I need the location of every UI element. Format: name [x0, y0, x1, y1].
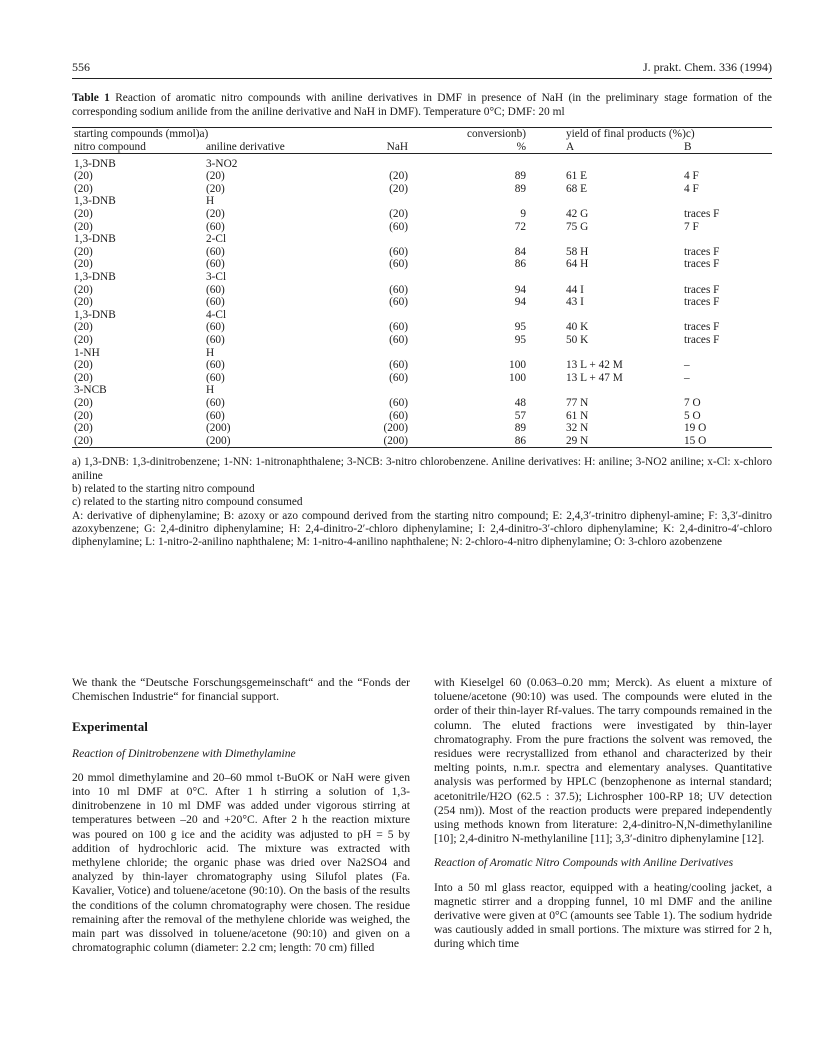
cell-aniline-derivative: (60): [206, 409, 225, 422]
cell-aniline-derivative: 3-Cl: [206, 271, 227, 284]
table-caption-text: Reaction of aromatic nitro compounds with aniline derivatives in DMF in presence of NaH (in the preliminary stage formation of the corresponding sodium anilide from the aniline derivative and NaH in DMF). Temperature 0°C; DMF: 20 ml: [72, 92, 772, 118]
table-row: [72, 183, 772, 196]
cell-yield-a: 13 L + 42 M: [566, 359, 623, 372]
cell-yield-b: 4 F: [684, 170, 699, 183]
header-rule: [72, 78, 772, 79]
table-row: [72, 422, 772, 435]
cell-nah: (200): [383, 422, 408, 435]
cell-nah: (60): [389, 321, 408, 334]
table-row: [72, 258, 772, 271]
cell-aniline-derivative: (20): [206, 182, 225, 195]
cell-yield-b: [656, 384, 772, 397]
cell-aniline-derivative: (20): [206, 170, 225, 183]
cell-yield-a: 64 H: [566, 258, 589, 271]
table-row: [72, 158, 772, 171]
cell-yield-b: [656, 233, 772, 246]
cell-nitro-compound: 1-NH: [74, 346, 100, 359]
cell-yield-b: traces F: [684, 283, 720, 296]
running-header: [72, 60, 772, 76]
cell-yield-a: [546, 233, 656, 246]
cell-yield-a: [546, 384, 656, 397]
cell-yield-b: traces F: [684, 334, 720, 346]
cell-conversion: [436, 347, 546, 360]
cell-conversion: [436, 158, 546, 171]
paragraph-dinitrobenzene: 20 mmol dimethylamine and 20–60 mmol t-BuOK or NaH were given into 10 ml DMF at 0°C. After 1 h stirring a solution of 1,3-dinitrobenzene in 10 ml DMF was added under vigorous stirring at temperatures between –20 and +20°C. After 2 h the reaction mixture was poured on 100 g ice and the acidity was adjusted to pH = 5 by addition of hydrochloric acid. The mixture was extracted with methylene chloride; the organic phase was dried over Na2SO4 and analyzed by thin-layer chromatography using Silufol plates (Fa. Kavalier, Votice) and toluene/acetone (90:10). On the basis of the results the conditions of the column chromatography were chosen. The residue remaining after the removal of the methylene chloride was weighed, the main part was dissolved in toluene/acetone (90:10) and given on a chromatographic column (diameter: 2.2 cm; length: 70 cm) filled: [72, 770, 410, 955]
cell-yield-b: 7 F: [684, 220, 699, 233]
cell-yield-a: 61 N: [566, 409, 589, 422]
cell-nah: (60): [389, 296, 408, 309]
cell-aniline-derivative: (20): [206, 208, 225, 221]
cell-nitro-compound: (20): [74, 396, 93, 409]
cell-nitro-compound: (20): [74, 296, 93, 309]
compound-legend: A: derivative of diphenylamine; B: azoxy or azo compound derived from the starting nitro compound; E: 2,4,3′-trinitro diphenyl-amine; F: 3,3′-dinitro azoxybenzene; G: 2,4-dinitro diphenylamine; H: 2,4-dinitro-2′-chloro diphenylamine; I: 2,4-dinitro-3′-chloro diphenylamine; K: 2,4-dinitro-4′-chloro diphenylamine; L: 1-nitro-2-anilino naphthalene; M: 1-nitro-4-anilino naphthalene; N: 2-chloro-4-nitro diphenylamine; O: 3-chloro azobenzene: [72, 509, 772, 549]
cell-yield-b: 7 O: [684, 396, 701, 409]
cell-nitro-compound: (20): [74, 170, 93, 183]
cell-yield-a: [546, 271, 656, 284]
table-row: [72, 271, 772, 284]
table-header-row: [72, 141, 772, 154]
cell-nitro-compound: 1,3-DNB: [74, 233, 116, 246]
results-table: [72, 127, 772, 448]
cell-aniline-derivative: H: [206, 384, 215, 397]
cell-conversion: 57: [514, 409, 526, 422]
page: [72, 60, 772, 549]
cell-nah: (60): [389, 245, 408, 258]
cell-yield-a: 58 H: [566, 245, 589, 258]
cell-conversion: [436, 195, 546, 208]
cell-nah: (60): [389, 371, 408, 384]
page-number: 556: [72, 60, 90, 74]
cell-nah: (60): [389, 334, 408, 346]
cell-nah: (20): [389, 208, 408, 221]
paragraph-chromatography: with Kieselgel 60 (0.063–0.20 mm; Merck). As eluent a mixture of toluene/acetone (90:10) was used. The compounds were eluted in the order of their thin-layer Rf-values. The tarry compounds remained in the column. The eluted fractions were investigated by thin-layer chromatography. From the pure fractions the solvent was removed, the residues were recrystallized from ethanol and characterized by their melting points, n.m.r. spectra and elementary analyses. Quantitative analysis was performed by HPLC (benzophenone as internal standard; acetonitrile/H2O (62.5 : 37.5); Lichrospher 100-RP 18; UV detection (254 nm)). Most of the reaction products were prepared independently using methods known from literature: 2,4-dinitro-N,N-dimethylaniline [10]; 2,4-dinitro N-methylaniline [11]; 3,3′-dinitro diphenylamine [12].: [434, 676, 772, 846]
cell-conversion: 72: [514, 220, 526, 233]
cell-yield-a: 77 N: [566, 396, 589, 409]
cell-conversion: 89: [514, 182, 526, 195]
cell-conversion: 95: [514, 321, 526, 334]
cell-aniline-derivative: 2-Cl: [206, 233, 227, 246]
cell-aniline-derivative: (60): [206, 359, 225, 372]
cell-yield-a: 68 E: [566, 182, 588, 195]
cell-conversion: 86: [436, 435, 546, 448]
table-label: Table 1: [72, 92, 110, 104]
table-row: [72, 334, 772, 347]
journal-citation: J. prakt. Chem. 336 (1994): [643, 60, 772, 74]
table-row: [72, 435, 772, 448]
cell-nah: [336, 384, 436, 397]
cell-nitro-compound: (20): [74, 371, 93, 384]
cell-nitro-compound: (20): [74, 258, 93, 271]
header-nitro-compound: nitro compound: [72, 141, 206, 154]
cell-yield-b: –: [684, 371, 690, 384]
cell-yield-a: 32 N: [566, 422, 589, 435]
cell-yield-a: 29 N: [546, 435, 656, 448]
table-row: [72, 372, 772, 385]
cell-yield-a: 50 K: [566, 334, 589, 346]
cell-nah: [336, 271, 436, 284]
cell-conversion: 95: [514, 334, 526, 346]
cell-yield-a: 42 G: [566, 208, 589, 221]
cell-yield-a: 13 L + 47 M: [566, 371, 623, 384]
cell-nitro-compound: 1,3-DNB: [74, 157, 116, 170]
table-footnotes: [72, 456, 772, 549]
cell-conversion: 86: [514, 258, 526, 271]
cell-nah: [336, 347, 436, 360]
cell-aniline-derivative: H: [206, 346, 215, 359]
header-conversion: conversionb): [436, 128, 546, 141]
header-nah: NaH: [336, 141, 436, 154]
cell-aniline-derivative: (60): [206, 334, 225, 346]
cell-nitro-compound: 1,3-DNB: [74, 308, 116, 321]
cell-yield-b: traces F: [684, 258, 720, 271]
cell-nitro-compound: (20): [74, 334, 93, 346]
table-row: [72, 208, 772, 221]
cell-yield-b: 19 O: [684, 422, 707, 435]
header-percent: %: [436, 141, 546, 154]
table-row: [72, 321, 772, 334]
cell-aniline-derivative: (60): [206, 371, 225, 384]
table-row: [72, 359, 772, 372]
cell-conversion: [436, 384, 546, 397]
subsection-heading-dinitrobenzene: Reaction of Dinitrobenzene with Dimethylamine: [72, 746, 296, 760]
cell-nah: [336, 158, 436, 171]
cell-nitro-compound: (20): [74, 283, 93, 296]
table-row: [72, 221, 772, 234]
header-yield-b: B: [656, 141, 772, 154]
cell-conversion: 48: [514, 396, 526, 409]
cell-aniline-derivative: (60): [206, 296, 225, 309]
footnote-b: b) related to the starting nitro compound: [72, 482, 255, 495]
cell-aniline-derivative: (60): [206, 258, 225, 271]
cell-yield-a: [546, 347, 656, 360]
cell-conversion: 9: [520, 208, 526, 221]
cell-yield-b: [656, 158, 772, 171]
cell-nah: (20): [389, 182, 408, 195]
cell-conversion: 89: [514, 170, 526, 183]
cell-conversion: 100: [509, 371, 526, 384]
cell-yield-b: [656, 347, 772, 360]
table-row: [72, 246, 772, 259]
cell-yield-a: 61 E: [566, 170, 588, 183]
body-columns: [72, 676, 772, 955]
header-yield-a: A: [546, 141, 656, 154]
cell-yield-b: 4 F: [684, 182, 699, 195]
left-column: [72, 676, 410, 955]
cell-nah: (60): [389, 396, 408, 409]
cell-nitro-compound: (20): [74, 422, 93, 435]
cell-nah: (60): [389, 283, 408, 296]
cell-conversion: 94: [514, 283, 526, 296]
cell-yield-b: traces F: [684, 321, 720, 334]
cell-yield-b: traces F: [684, 296, 720, 309]
cell-yield-b: traces F: [684, 245, 720, 258]
cell-yield-a: 44 I: [566, 283, 584, 296]
paragraph-aniline-reaction: Into a 50 ml glass reactor, equipped with a heating/cooling jacket, a magnetic stirrer and a dropping funnel, 10 ml DMF and the aniline derivative were given at 0°C (amounts see Table 1). The sodium hydride was cautiously added in small portions. The mixture was stirred for 2 h, during which time: [434, 880, 772, 951]
cell-aniline-derivative: (200): [206, 435, 336, 448]
table-row: [72, 347, 772, 360]
cell-yield-a: 40 K: [566, 321, 589, 334]
cell-nah: [336, 233, 436, 246]
cell-nitro-compound: 3-NCB: [74, 384, 107, 397]
table-row: [72, 296, 772, 309]
header-yield: yield of final products (%)c): [546, 128, 772, 141]
subsection-heading-aniline: Reaction of Aromatic Nitro Compounds with Aniline Derivatives: [434, 856, 734, 870]
cell-nah: [336, 309, 436, 322]
cell-nah: (200): [336, 435, 436, 448]
cell-nitro-compound: (20): [74, 359, 93, 372]
cell-yield-a: [546, 195, 656, 208]
cell-conversion: [436, 309, 546, 322]
cell-aniline-derivative: (60): [206, 283, 225, 296]
cell-yield-a: 75 G: [566, 220, 589, 233]
cell-conversion: [436, 233, 546, 246]
table-row: [72, 309, 772, 322]
cell-aniline-derivative: (60): [206, 396, 225, 409]
cell-yield-b: traces F: [684, 208, 720, 221]
cell-aniline-derivative: H: [206, 195, 215, 208]
cell-nah: [336, 195, 436, 208]
table-row: [72, 233, 772, 246]
cell-conversion: 84: [514, 245, 526, 258]
cell-aniline-derivative: 3-NO2: [206, 157, 238, 170]
cell-aniline-derivative: (60): [206, 245, 225, 258]
cell-nitro-compound: (20): [74, 409, 93, 422]
header-aniline-derivative: aniline derivative: [206, 141, 336, 154]
cell-yield-b: 15 O: [656, 435, 772, 448]
cell-yield-a: [546, 158, 656, 171]
table-header-row: [72, 128, 772, 141]
cell-aniline-derivative: (200): [206, 422, 231, 435]
cell-conversion: 94: [514, 296, 526, 309]
acknowledgement: We thank the “Deutsche Forschungsgemeinschaft“ and the “Fonds der Chemischen Industrie“ for financial support.: [72, 676, 410, 704]
section-heading-experimental: Experimental: [72, 719, 148, 735]
cell-nitro-compound: (20): [74, 208, 93, 221]
cell-nitro-compound: 1,3-DNB: [74, 271, 116, 284]
table-row: [72, 384, 772, 397]
cell-yield-b: [656, 309, 772, 322]
footnote-a: a) 1,3-DNB: 1,3-dinitrobenzene; 1-NN: 1-nitronaphthalene; 3-NCB: 3-nitro chlorobenzene. Aniline derivatives: H: aniline; 3-NO2 aniline; x-Cl: x-chloro aniline: [72, 456, 772, 482]
header-starting-compounds: starting compounds (mmol)a): [72, 128, 336, 141]
cell-yield-b: –: [684, 359, 690, 372]
cell-nitro-compound: (20): [74, 182, 93, 195]
cell-aniline-derivative: 4-Cl: [206, 308, 227, 321]
cell-nitro-compound: (20): [74, 220, 93, 233]
table-row: [72, 397, 772, 410]
table-row: [72, 170, 772, 183]
right-column: [434, 676, 772, 955]
cell-nitro-compound: (20): [74, 321, 93, 334]
cell-aniline-derivative: (60): [206, 220, 225, 233]
table-row: [72, 284, 772, 297]
cell-nah: (60): [389, 359, 408, 372]
cell-yield-b: 5 O: [684, 409, 701, 422]
table-row: [72, 195, 772, 208]
cell-nah: (60): [389, 409, 408, 422]
cell-yield-a: [546, 309, 656, 322]
table-row: [72, 410, 772, 423]
cell-yield-b: [656, 271, 772, 284]
cell-nitro-compound: (20): [72, 435, 206, 448]
cell-yield-a: 43 I: [566, 296, 584, 309]
cell-nah: (60): [389, 220, 408, 233]
cell-nah: (60): [389, 258, 408, 271]
cell-nitro-compound: 1,3-DNB: [74, 195, 116, 208]
cell-conversion: 89: [514, 422, 526, 435]
cell-yield-b: [656, 195, 772, 208]
cell-conversion: 100: [509, 359, 526, 372]
cell-nah: (20): [389, 170, 408, 183]
table-caption: [72, 91, 772, 119]
cell-nitro-compound: (20): [74, 245, 93, 258]
footnote-c: c) related to the starting nitro compound consumed: [72, 496, 303, 509]
cell-conversion: [436, 271, 546, 284]
cell-aniline-derivative: (60): [206, 321, 225, 334]
